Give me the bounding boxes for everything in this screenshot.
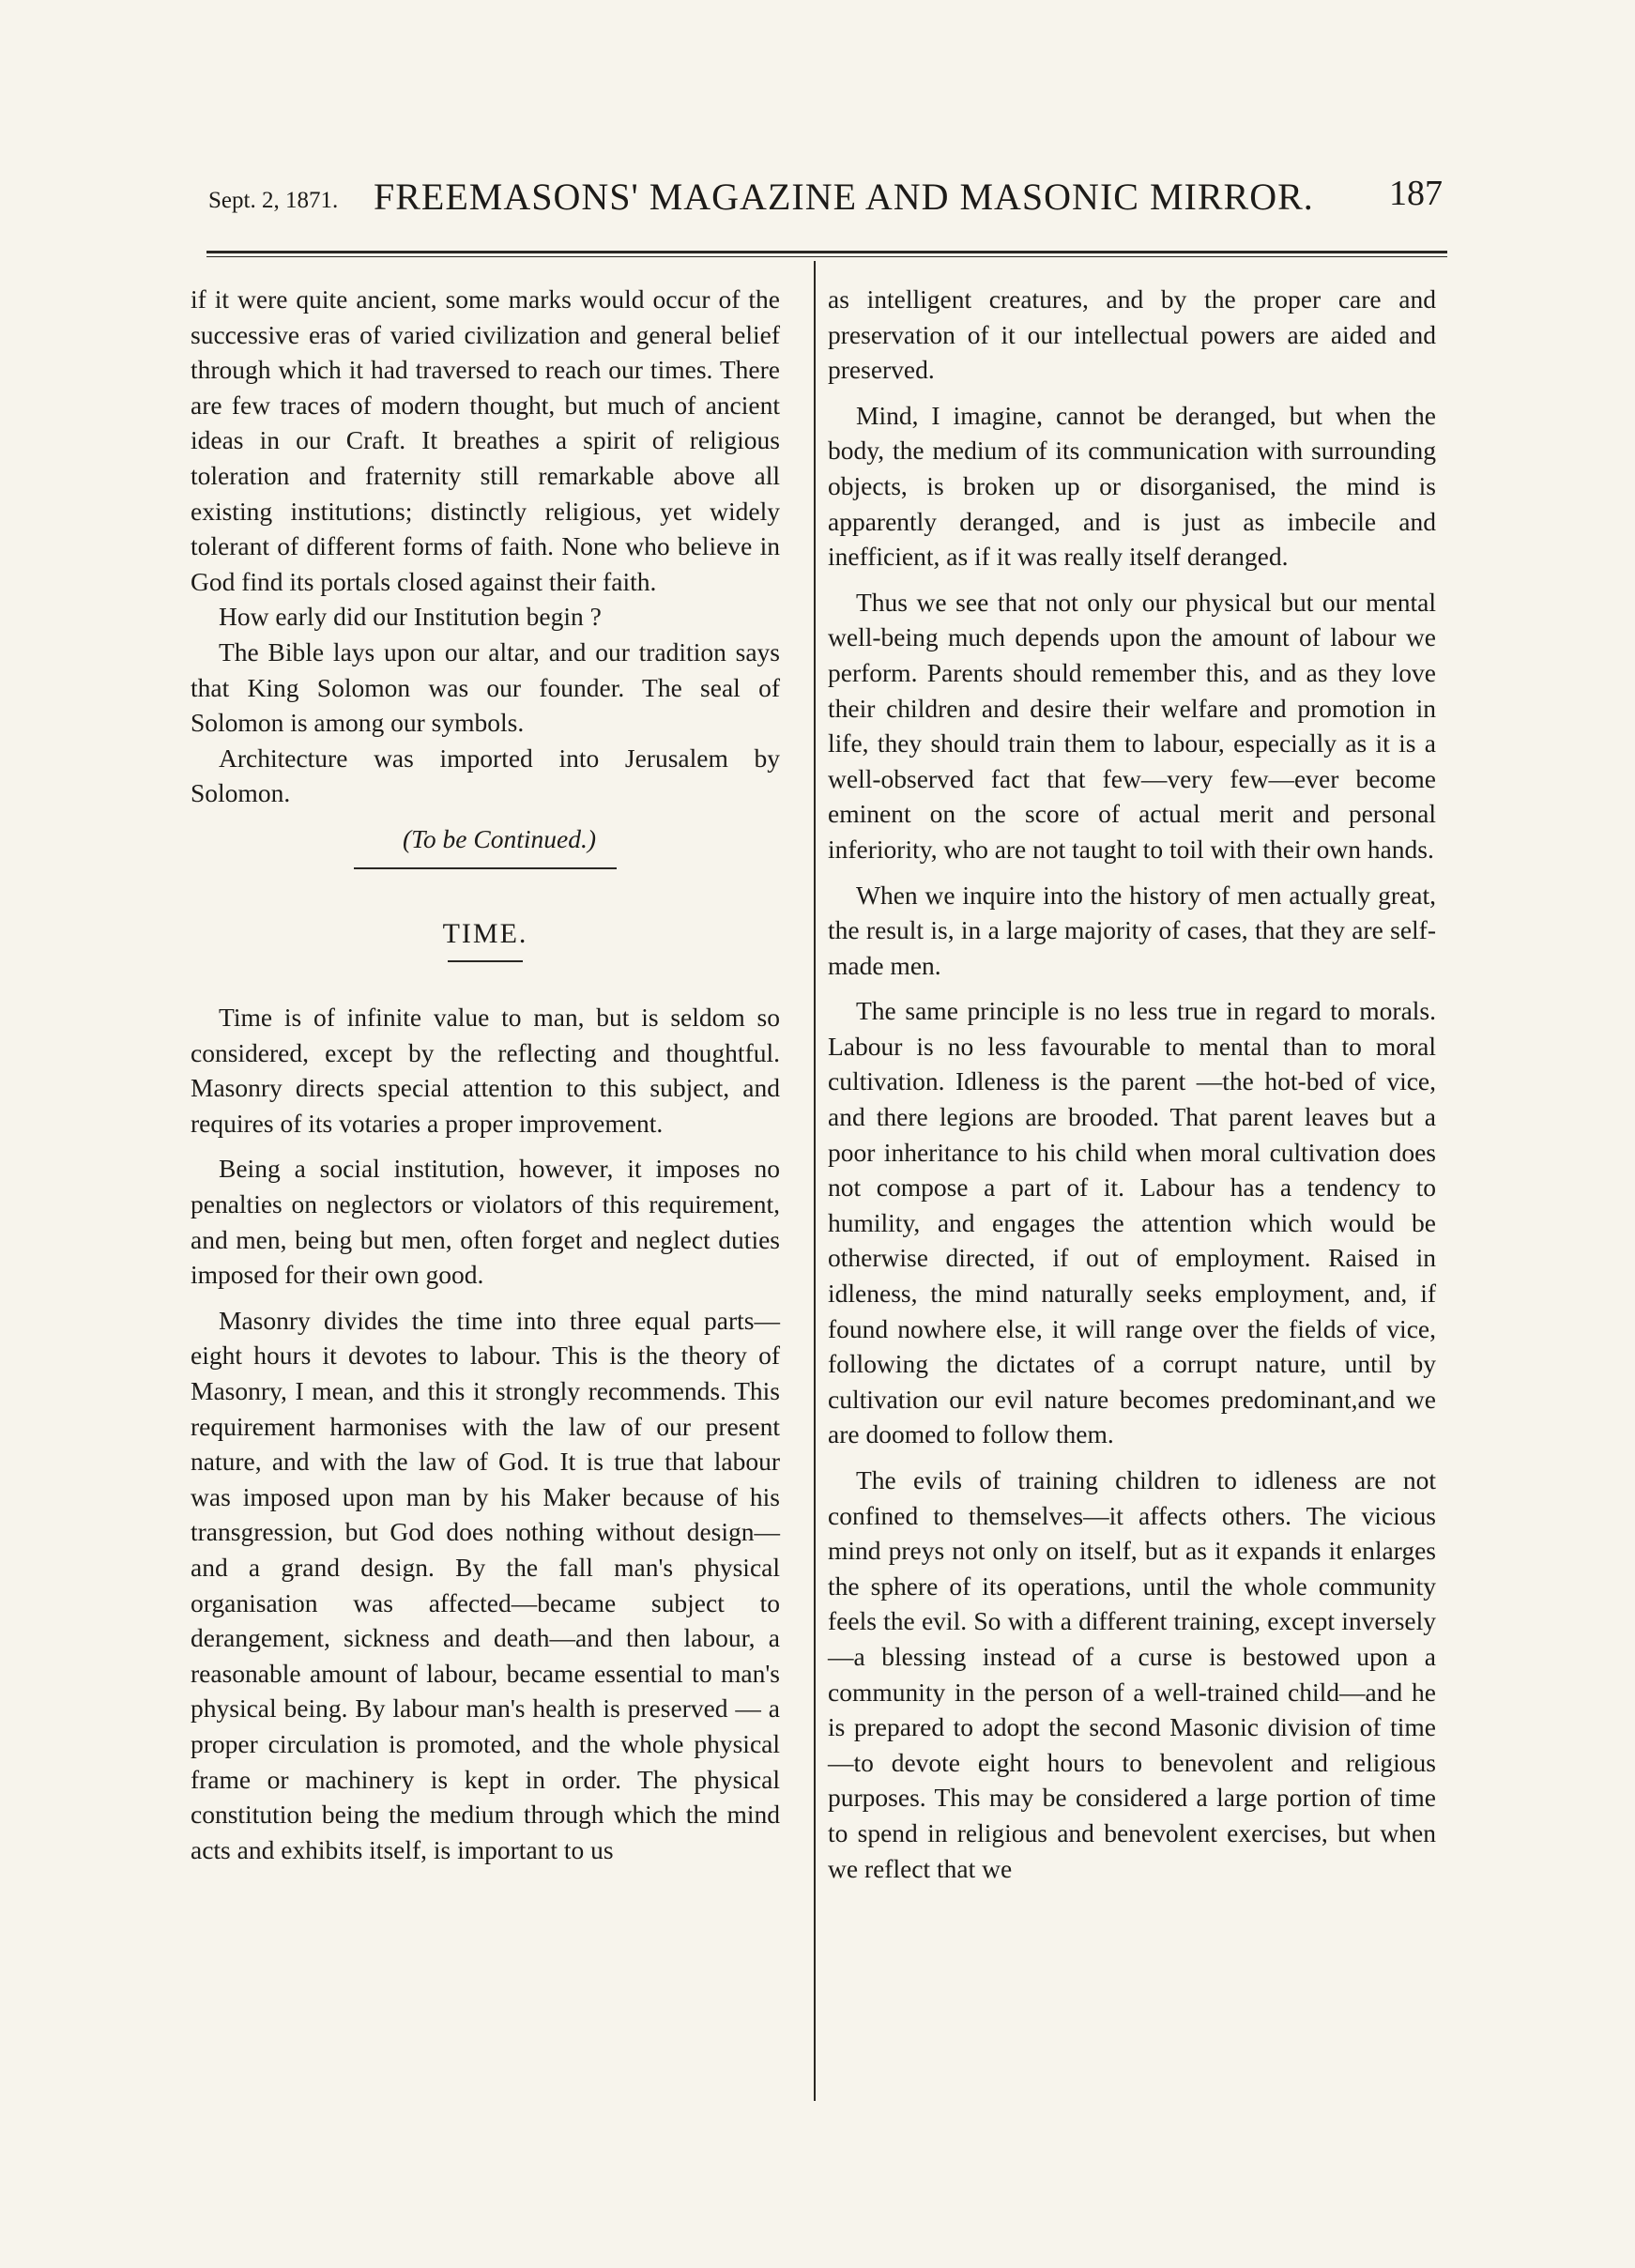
paragraph: Mind, I imagine, cannot be deranged, but when the body, the medium of its communication with surrounding objects, is broken up or disorganised, the mind is apparently deranged, and is just as imbecile and inefficient, as if it was really itself deranged. [828, 400, 1436, 572]
paragraph: The same principle is no less true in regard to morals. Labour is no less favourable to mental than to moral cultivation. Idleness is the parent —the hot-bed of vice, and there legions are brooded. That parent leaves but a poor inheritance to his child when moral cultivation does not compose a part of it. Labour has a tendency to humility, and engages the attention which would be otherwise directed, if out of employment. Raised in idleness, the mind naturally seeks employment, and, if found nowhere else, it will range over the fields of vice, following the dictates of a corrupt nature, until by cultivation our evil nature becomes predominant,and we are doomed to follow them. [828, 996, 1436, 1449]
section-title: TIME. [442, 917, 528, 949]
section-divider [354, 867, 617, 869]
right-column [828, 282, 1436, 1896]
page-header [208, 167, 1443, 223]
header-rule [206, 251, 1447, 253]
header-rule-thin [206, 256, 1447, 257]
title-rule [448, 960, 523, 962]
paragraph: How early did our Institution begin ? [219, 602, 602, 632]
left-column [191, 282, 780, 1877]
page-number: 187 [1389, 174, 1443, 213]
paragraph: Masonry divides the time into three equal parts—eight hours it devotes to labour. This is the theory of Masonry, I mean, and this it strongly recommends. This requirement harmonises with the law of our present nature, and with the law of God. It is true that labour was imposed upon man by his Maker because of his transgression, but God does nothing without design—and a grand design. By the fall man's physical organisation was affected—became subject to derangement, sickness and death—and then labour, a reasonable amount of labour, became essential to man's physical being. By labour man's health is preserved — a proper circulation is promoted, and the whole physical frame or machinery is kept in order. The physical constitution being the medium through which the mind acts and exhibits itself, is important to us [191, 1305, 780, 1864]
paragraph: The Bible lays upon our altar, and our tradition says that King Solomon was our founder. The seal of Solomon is among our symbols. [191, 636, 780, 738]
paragraph: When we inquire into the history of men actually great, the result is, in a large majority of cases, that they are self-made men. [828, 880, 1436, 980]
paragraph: Architecture was imported into Jerusalem by Solomon. [191, 743, 780, 808]
header-date: Sept. 2, 1871. [208, 188, 339, 213]
paragraph: if it were quite ancient, some marks would occur of the successive eras of varied civilization and general belief through which it had traversed to reach our times. There are few traces of modern thought, but much of ancient ideas in our Craft. It breathes a spirit of religious toleration and fraternity still remarkable above all existing institutions; distinctly religious, yet widely tolerant of different forms of faith. None who believe in God find its portals closed against their faith. [191, 284, 780, 596]
column-divider [814, 261, 816, 2101]
paragraph: Thus we see that not only our physical but our mental well-being much depends upon the amount of labour we perform. Parents should remember this, and as they love their children and desire their welfare and promotion in life, they should train them to labour, especially as it is a well-observed fact that few—very few—ever become eminent on the score of actual merit and personal inferiority, who are not taught to toil with their own hands. [828, 587, 1436, 864]
continued-note: (To be Continued.) [403, 823, 596, 853]
paragraph: Time is of infinite value to man, but is seldom so considered, except by the reflecting and thoughtful. Masonry directs special attention to this subject, and requires of its votaries a proper improvement. [191, 1003, 780, 1138]
paragraph: as intelligent creatures, and by the proper care and preservation of it our intellectual powers are aided and preserved. [828, 284, 1436, 385]
header-title: FREEMASONS' MAGAZINE AND MASONIC MIRROR. [374, 176, 1314, 218]
paragraph: The evils of training children to idleness are not confined to themselves—it affects others. The vicious mind preys not only on itself, but as it expands it enlarges the sphere of its operations, until the whole community feels the evil. So with a different training, except inversely—a blessing instead of a curse is bestowed upon a community in the person of a well-trained child—and he is prepared to adopt the second Masonic division of time—to devote eight hours to benevolent and religious purposes. This may be considered a large portion of time to spend in religious and benevolent exercises, but when we reflect that we [828, 1465, 1436, 1883]
paragraph: Being a social institution, however, it imposes no penalties on neglectors or violators of this requirement, and men, being but men, often forget and neglect duties imposed for their own good. [191, 1154, 780, 1290]
